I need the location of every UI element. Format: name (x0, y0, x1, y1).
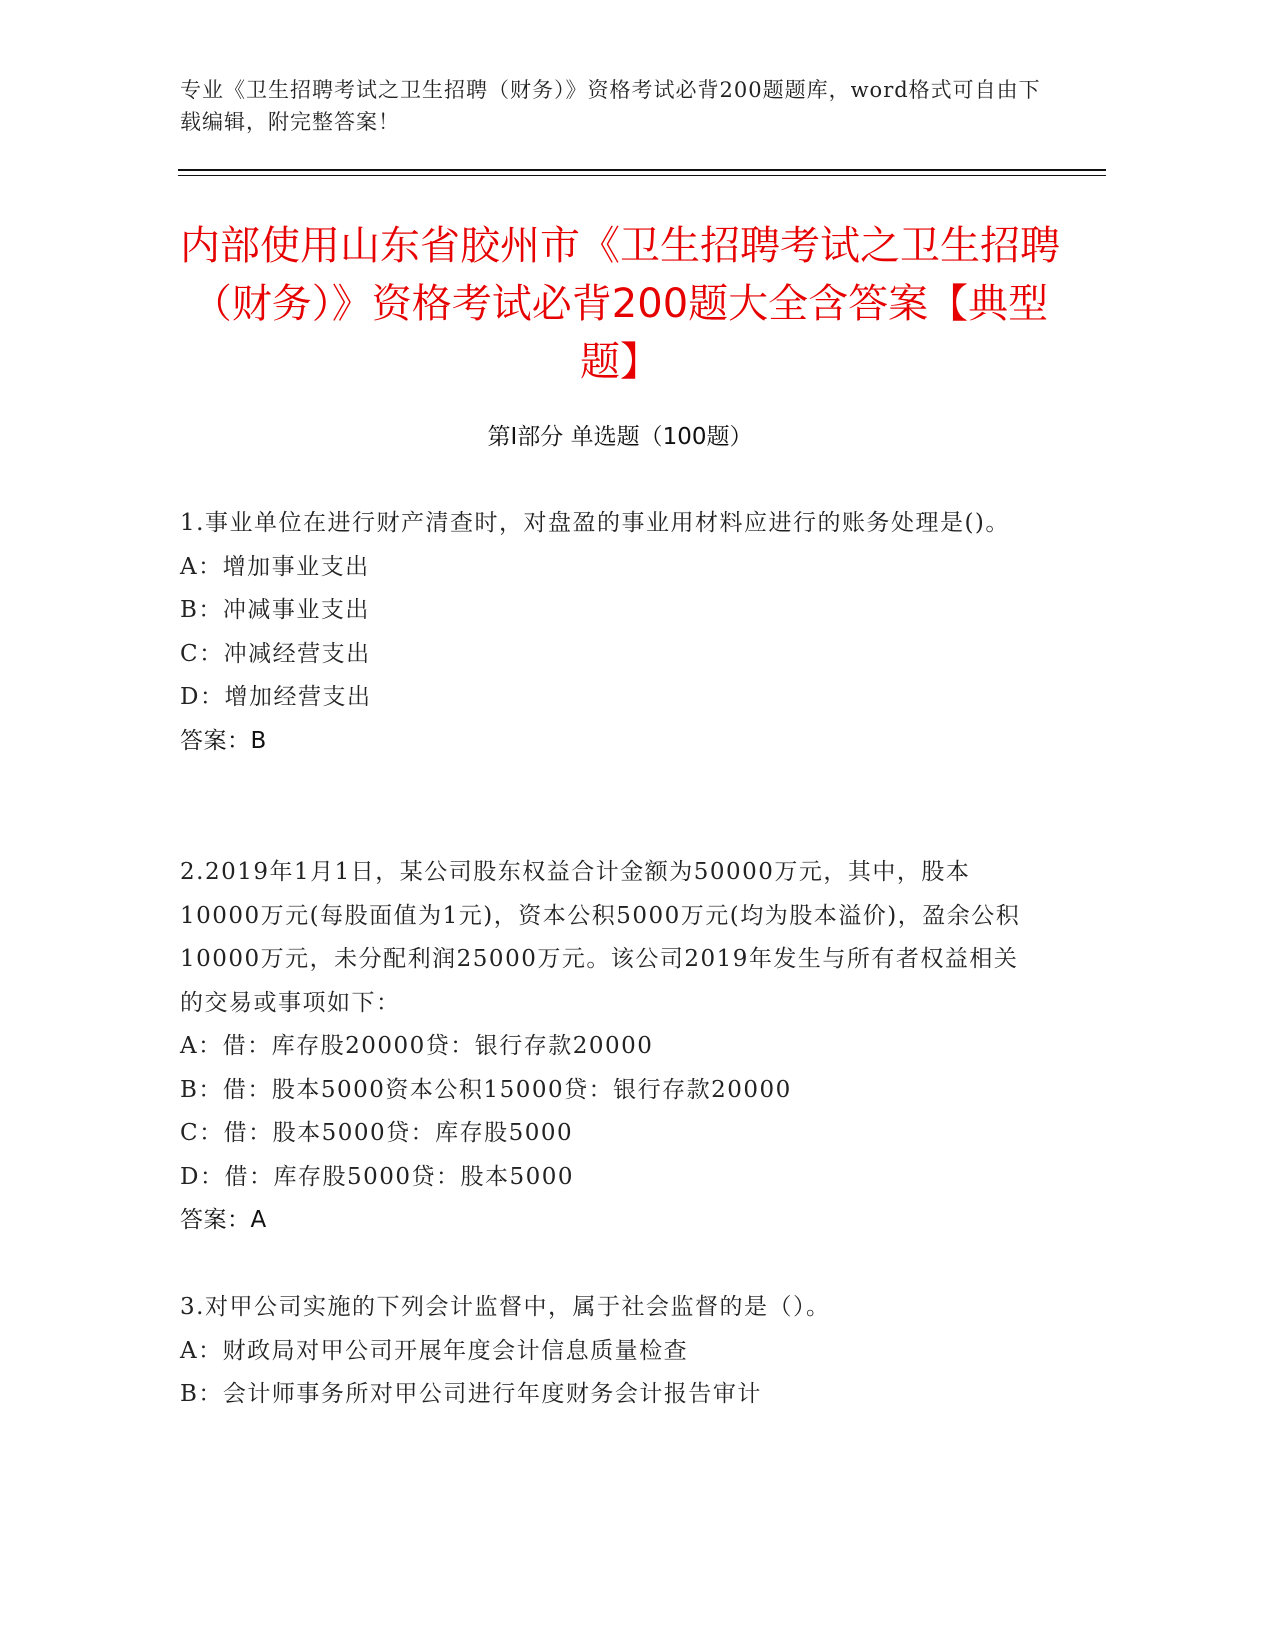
question-3 (180, 1286, 1040, 1417)
question-1 (180, 502, 1040, 763)
option-a: A：增加事业支出 (180, 553, 370, 580)
option-b: B：冲减事业支出 (180, 597, 370, 623)
option-c: C：借：股本5000贷：库存股5000 (180, 1120, 574, 1146)
question-2 (180, 851, 1040, 1243)
option-a: A：借：库存股20000贷：银行存款20000 (180, 1033, 654, 1059)
answer-line: 答案：B (180, 727, 267, 754)
option-b: B：会计师事务所对甲公司进行年度财务会计报告审计 (180, 1381, 762, 1407)
header-note: 专业《卫生招聘考试之卫生招聘（财务）》资格考试必背200题题库，word格式可自由下载编辑，附完整答案！ (180, 78, 1041, 134)
option-c: C：冲减经营支出 (180, 640, 371, 667)
option-d: D：增加经营支出 (180, 684, 372, 710)
option-b: B：借：股本5000资本公积15000贷：银行存款20000 (180, 1076, 792, 1103)
option-a: A：财政局对甲公司开展年度会计信息质量检查 (180, 1337, 689, 1364)
question-stem: 1.事业单位在进行财产清查时，对盘盈的事业用材料应进行的账务处理是()。 (180, 510, 1010, 536)
header-divider-thick (178, 169, 1106, 171)
option-d: D：借：库存股5000贷：股本5000 (180, 1163, 575, 1190)
question-stem: 3.对甲公司实施的下列会计监督中，属于社会监督的是（）。 (180, 1294, 831, 1320)
header-divider-thin (178, 175, 1106, 176)
answer-line: 答案：A (180, 1207, 267, 1233)
section-heading: 第Ⅰ部分 单选题（100题） (487, 424, 753, 450)
document-title: 内部使用山东省胶州市《卫生招聘考试之卫生招聘（财务）》资格考试必背200题大全含答案【典型题】 (180, 223, 1060, 385)
question-stem: 2.2019年1月1日，某公司股东权益合计金额为50000万元，其中，股本10000万元(每股面值为1元)，资本公积5000万元(均为股本溢价)，盈余公积10000万元，未分配利润25000万元。该公司2019年发生与所有者权益相关的交易或事项如下： (180, 859, 1021, 1016)
